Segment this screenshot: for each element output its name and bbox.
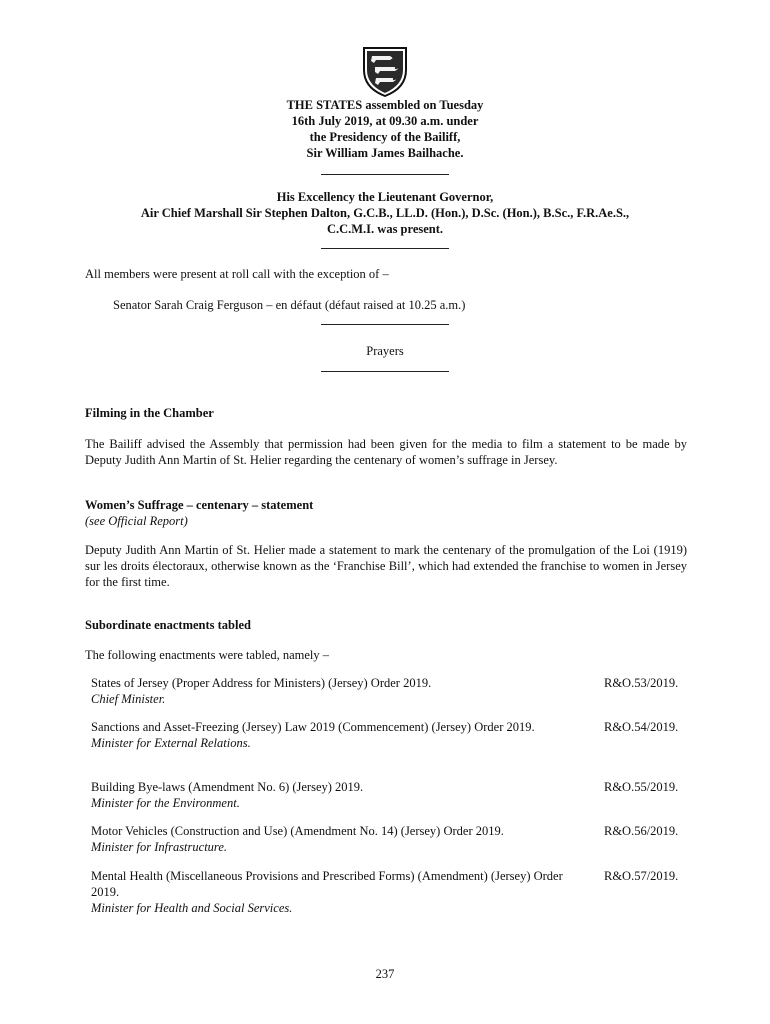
enactment-title: Building Bye-laws (Amendment No. 6) (Jersey) 2019. [91, 780, 364, 794]
divider-rule [321, 324, 449, 325]
enactment-item [91, 675, 571, 707]
filming-body: The Bailiff advised the Assembly that permission had been given for the media to film a statement to be made by Deputy Judith Ann Martin of St. Helier regarding the centenary of women’s suffrage in Jersey. [85, 437, 687, 467]
roll-call-intro: All members were present at roll call with the exception of – [85, 267, 389, 281]
divider-rule [321, 371, 449, 372]
enactment-ref: R&O.55/2019. [604, 780, 679, 794]
roll-call-absent: Senator Sarah Craig Ferguson – en défaut (défaut raised at 10.25 a.m.) [113, 298, 466, 312]
enactment-title: Mental Health (Miscellaneous Provisions and Prescribed Forms) (Amendment) (Jersey) Order 2019. [91, 869, 563, 899]
divider-rule [321, 248, 449, 249]
enactment-item [91, 719, 571, 751]
enactment-ref: R&O.57/2019. [604, 869, 679, 883]
enactment-minister: Minister for Health and Social Services. [91, 901, 293, 915]
enactment-minister: Chief Minister. [91, 692, 166, 706]
enactments-heading: Subordinate enactments tabled [85, 618, 251, 632]
filming-heading: Filming in the Chamber [85, 406, 214, 420]
enactment-title: Motor Vehicles (Construction and Use) (Amendment No. 14) (Jersey) Order 2019. [91, 824, 504, 838]
page-number: 237 [375, 967, 395, 981]
suffrage-body: Deputy Judith Ann Martin of St. Helier made a statement to mark the centenary of the promulgation of the Loi (1919) sur les droits électoraux, otherwise known as the ‘Franchise Bill’, which had extended the franchise to women in Jersey for the first time. [85, 543, 687, 589]
enactment-minister: Minister for Infrastructure. [91, 840, 227, 854]
session-title [60, 97, 710, 161]
enactment-title: Sanctions and Asset-Freezing (Jersey) Law 2019 (Commencement) (Jersey) Order 2019. [91, 720, 535, 734]
divider-rule [321, 174, 449, 175]
governor-presence [60, 189, 710, 237]
prayers-label: Prayers [366, 344, 404, 358]
jersey-crest-icon [361, 46, 409, 98]
enactment-title: States of Jersey (Proper Address for Ministers) (Jersey) Order 2019. [91, 676, 432, 690]
enactment-item [91, 779, 571, 811]
enactment-item [91, 823, 571, 855]
governor-line: His Excellency the Lieutenant Governor, [276, 190, 494, 204]
title-line: 16th July 2019, at 09.30 a.m. under [291, 114, 479, 128]
enactment-ref: R&O.56/2019. [604, 824, 679, 838]
enactment-minister: Minister for External Relations. [91, 736, 251, 750]
suffrage-heading: Women’s Suffrage – centenary – statement [85, 498, 314, 512]
title-line: Sir William James Bailhache. [306, 146, 464, 160]
enactment-minister: Minister for the Environment. [91, 796, 240, 810]
enactment-ref: R&O.53/2019. [604, 676, 679, 690]
enactment-ref: R&O.54/2019. [604, 720, 679, 734]
enactment-item [91, 868, 571, 916]
title-line: the Presidency of the Bailiff, [309, 130, 461, 144]
governor-line: Air Chief Marshall Sir Stephen Dalton, G.C.B., LL.D. (Hon.), D.Sc. (Hon.), B.Sc., F.R.Ae.S., [140, 206, 630, 220]
suffrage-subheading: (see Official Report) [85, 514, 188, 528]
governor-line: C.C.M.I. was present. [326, 222, 444, 236]
enactments-intro: The following enactments were tabled, namely – [85, 648, 330, 662]
title-line: THE STATES assembled on Tuesday [286, 98, 484, 112]
